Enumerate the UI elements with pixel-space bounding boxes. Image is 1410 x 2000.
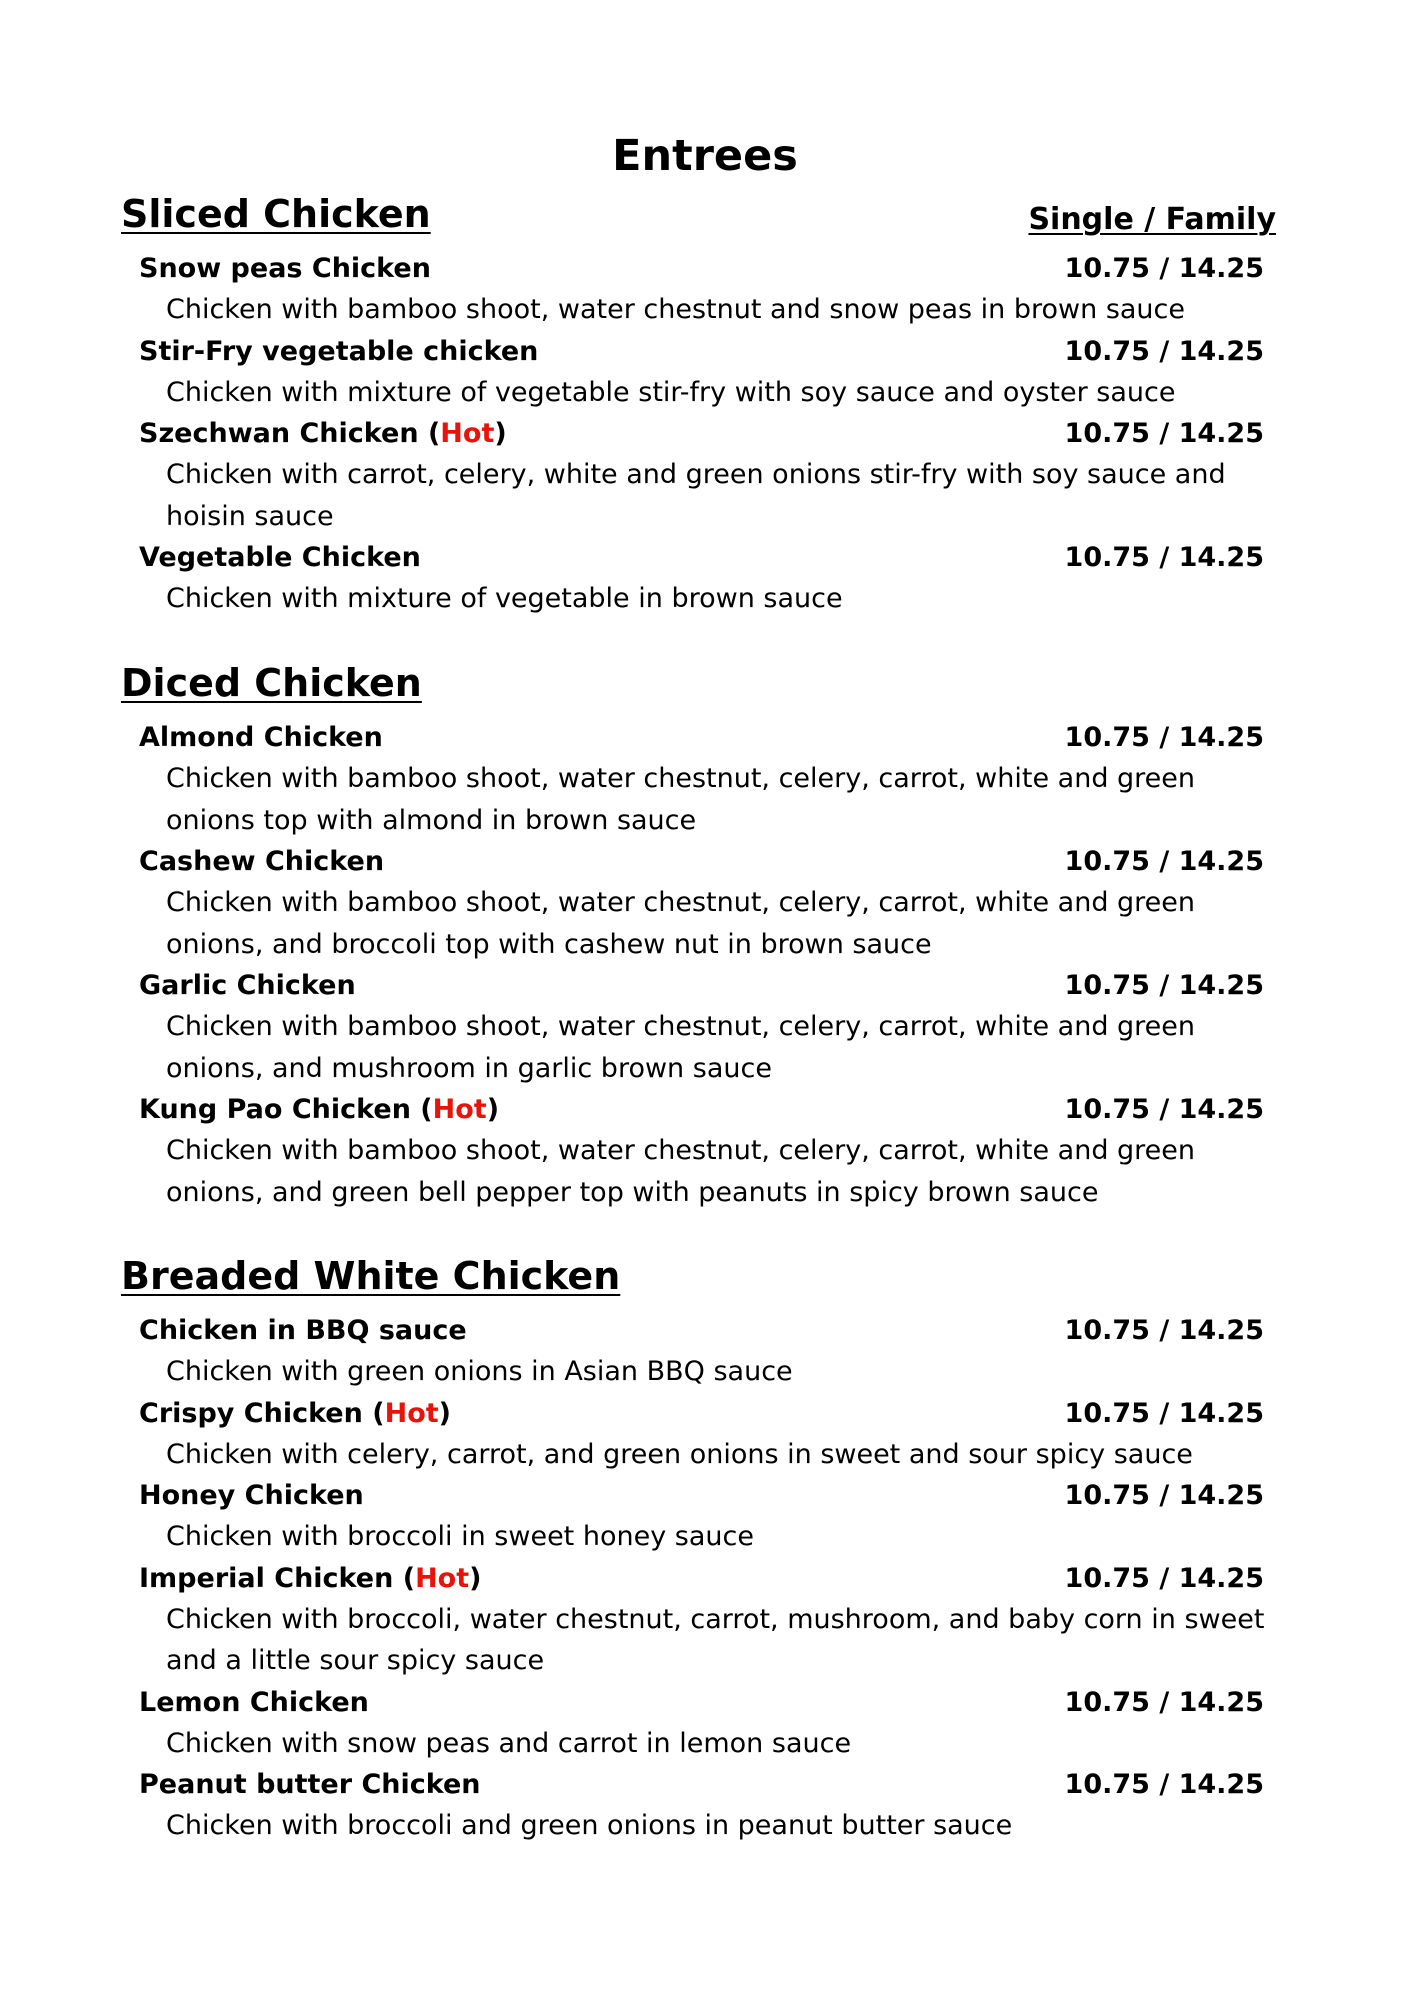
item-price: 10.75 / 14.25: [1064, 1397, 1264, 1429]
item-price: 10.75 / 14.25: [1064, 1315, 1264, 1346]
item-price: 10.75 / 14.25: [1064, 1480, 1264, 1511]
item-name: Peanut butter Chicken: [139, 1769, 481, 1800]
menu-item: [121, 413, 1276, 537]
item-name: Honey Chicken: [139, 1480, 364, 1511]
menu-item: [121, 1475, 1276, 1558]
item-description: Chicken with broccoli in sweet honey sauce: [166, 1521, 754, 1552]
item-name: Cashew Chicken: [139, 846, 385, 877]
menu-item: [121, 1310, 1276, 1393]
item-price: 10.75 / 14.25: [1064, 970, 1264, 1001]
item-name: Garlic Chicken: [139, 970, 356, 1001]
item-name: Almond Chicken: [139, 722, 383, 753]
item-price: 10.75 / 14.25: [1064, 542, 1264, 573]
item-name: Vegetable Chicken: [139, 542, 421, 573]
item-price: 10.75 / 14.25: [1064, 418, 1264, 449]
price-column-header: Single / Family: [1028, 202, 1276, 237]
menu-item: [121, 248, 1276, 331]
section-sliced-chicken: [121, 190, 1276, 620]
section-title: Breaded White Chicken: [121, 1254, 621, 1298]
item-price: 10.75 / 14.25: [1064, 1562, 1264, 1594]
item-description: Chicken with bamboo shoot, water chestnut and snow peas in brown sauce: [166, 294, 1185, 325]
item-name: Crispy Chicken (Hot): [139, 1397, 451, 1429]
section-header: [121, 190, 1276, 248]
hot-label: Hot: [440, 418, 495, 449]
menu-item: [121, 1558, 1276, 1682]
item-name: Kung Pao Chicken (Hot): [139, 1094, 500, 1125]
item-name: Imperial Chicken (Hot): [139, 1562, 482, 1594]
item-description: Chicken with bamboo shoot, water chestnut, celery, carrot, white and green onions top with almond in brown sauce: [166, 763, 1196, 836]
section-header: [121, 1252, 1276, 1310]
item-description: Chicken with bamboo shoot, water chestnut, celery, carrot, white and green onions, and broccoli top with cashew nut in brown sauce: [166, 887, 1196, 960]
menu-item: [121, 1089, 1276, 1213]
item-price: 10.75 / 14.25: [1064, 846, 1264, 877]
menu-item: [121, 331, 1276, 414]
item-description: Chicken with broccoli and green onions in peanut butter sauce: [166, 1810, 1013, 1841]
section-title: Sliced Chicken: [121, 192, 431, 236]
item-name: Snow peas Chicken: [139, 253, 431, 284]
menu-item: [121, 717, 1276, 841]
menu-item: [121, 1682, 1276, 1765]
hot-label: Hot: [432, 1094, 487, 1125]
item-price: 10.75 / 14.25: [1064, 1686, 1264, 1718]
item-price: 10.75 / 14.25: [1064, 1094, 1264, 1125]
item-description: Chicken with bamboo shoot, water chestnut, celery, carrot, white and green onions, and green bell pepper top with peanuts in spicy brown sauce: [166, 1135, 1196, 1208]
item-price: 10.75 / 14.25: [1064, 253, 1264, 284]
item-name: Chicken in BBQ sauce: [139, 1315, 467, 1346]
item-description: Chicken with bamboo shoot, water chestnut, celery, carrot, white and green onions, and mushroom in garlic brown sauce: [166, 1011, 1196, 1084]
menu-item: [121, 841, 1276, 965]
page-title: Entrees: [612, 131, 798, 181]
hot-label: Hot: [415, 1562, 470, 1594]
section-header: [121, 659, 1276, 717]
section-diced-chicken: [121, 659, 1276, 1213]
item-description: Chicken with broccoli, water chestnut, carrot, mushroom, and baby corn in sweet and a little sour spicy sauce: [166, 1603, 1265, 1676]
menu-item: [121, 965, 1276, 1089]
item-price: 10.75 / 14.25: [1064, 722, 1264, 753]
item-name: Lemon Chicken: [139, 1686, 369, 1718]
menu-item: [121, 1764, 1276, 1847]
section-breaded-white-chicken: [121, 1252, 1276, 1847]
item-name: Stir-Fry vegetable chicken: [139, 335, 539, 367]
item-description: Chicken with green onions in Asian BBQ sauce: [166, 1356, 793, 1387]
item-description: Chicken with mixture of vegetable stir-fry with soy sauce and oyster sauce: [166, 376, 1176, 408]
item-description: Chicken with snow peas and carrot in lemon sauce: [166, 1727, 852, 1759]
item-price: 10.75 / 14.25: [1064, 1769, 1264, 1800]
section-title: Diced Chicken: [121, 661, 422, 705]
item-name: Szechwan Chicken (Hot): [139, 418, 507, 449]
menu-item: [121, 1393, 1276, 1476]
menu-item: [121, 537, 1276, 620]
item-description: Chicken with celery, carrot, and green onions in sweet and sour spicy sauce: [166, 1438, 1193, 1470]
hot-label: Hot: [384, 1397, 439, 1429]
item-description: Chicken with mixture of vegetable in brown sauce: [166, 583, 843, 614]
item-price: 10.75 / 14.25: [1064, 335, 1264, 367]
item-description: Chicken with carrot, celery, white and green onions stir-fry with soy sauce and hoisin sauce: [166, 459, 1226, 532]
